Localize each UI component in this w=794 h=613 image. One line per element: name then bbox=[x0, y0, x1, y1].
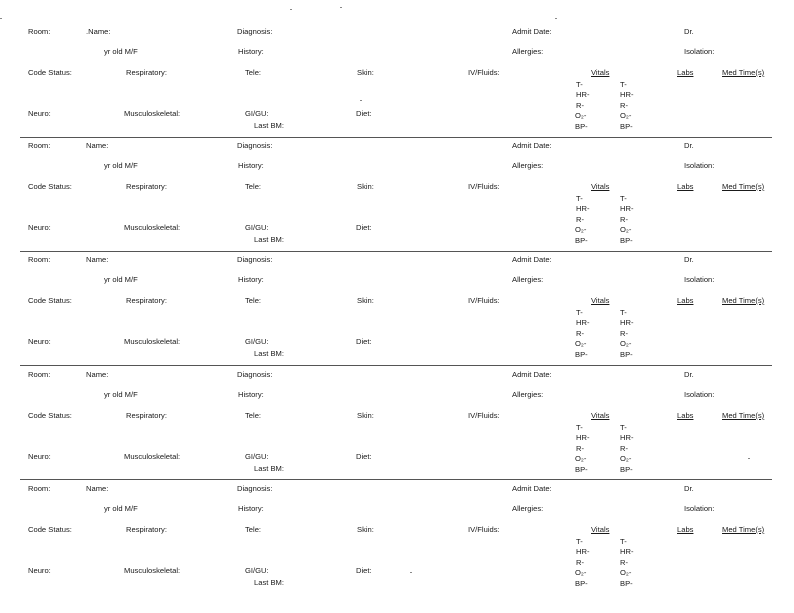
isolation-label: Isolation: bbox=[684, 390, 715, 399]
vital-r-label: R- bbox=[620, 101, 629, 110]
vitals-label: Vitals bbox=[591, 411, 610, 420]
room-label: Room: bbox=[28, 141, 51, 150]
admit-date-label: Admit Date: bbox=[512, 484, 552, 493]
vital-r-label: R- bbox=[620, 444, 629, 453]
scan-speck bbox=[748, 458, 750, 459]
age-sex-label: yr old M/F bbox=[104, 275, 138, 284]
gi-gu-label: GI/GU: bbox=[245, 566, 269, 575]
vital-o2-label: O₂- bbox=[575, 568, 587, 577]
vital-hr-label: HR- bbox=[576, 547, 590, 556]
allergies-label: Allergies: bbox=[512, 47, 544, 56]
block-divider bbox=[20, 137, 772, 138]
respiratory-label: Respiratory: bbox=[126, 68, 167, 77]
isolation-label: Isolation: bbox=[684, 161, 715, 170]
vital-hr-label: HR- bbox=[576, 318, 590, 327]
age-sex-label: yr old M/F bbox=[104, 504, 138, 513]
gi-gu-label: GI/GU: bbox=[245, 337, 269, 346]
vital-bp-label: BP- bbox=[575, 579, 588, 588]
vital-hr-label: HR- bbox=[620, 318, 634, 327]
room-label: Room: bbox=[28, 370, 51, 379]
respiratory-label: Respiratory: bbox=[126, 525, 167, 534]
vital-bp-label: BP- bbox=[620, 122, 633, 131]
vital-o2-label: O₂- bbox=[620, 454, 632, 463]
tele-label: Tele: bbox=[245, 68, 262, 77]
last-bm-label: Last BM: bbox=[254, 578, 284, 587]
block-divider bbox=[20, 251, 772, 252]
tele-label: Tele: bbox=[245, 411, 262, 420]
skin-label: Skin: bbox=[357, 182, 374, 191]
dr-label: Dr. bbox=[684, 27, 694, 36]
vital-bp-label: BP- bbox=[575, 236, 588, 245]
isolation-label: Isolation: bbox=[684, 504, 715, 513]
vital-bp-label: BP- bbox=[620, 465, 633, 474]
vital-t-label: T- bbox=[576, 80, 583, 89]
admit-date-label: Admit Date: bbox=[512, 27, 552, 36]
neuro-label: Neuro: bbox=[28, 223, 51, 232]
vital-r-label: R- bbox=[576, 558, 585, 567]
vital-o2-label: O₂- bbox=[620, 111, 632, 120]
vitals-label: Vitals bbox=[591, 68, 610, 77]
vital-t-label: T- bbox=[576, 423, 583, 432]
vital-t-label: T- bbox=[620, 80, 627, 89]
iv-fluids-label: IV/Fluids: bbox=[468, 525, 500, 534]
labs-label: Labs bbox=[677, 525, 694, 534]
patient-block-5 bbox=[0, 481, 794, 595]
allergies-label: Allergies: bbox=[512, 275, 544, 284]
patient-block-1 bbox=[0, 24, 794, 138]
musculoskeletal-label: Musculoskeletal: bbox=[124, 452, 181, 461]
history-label: History: bbox=[238, 47, 264, 56]
med-times-label: Med Time(s) bbox=[722, 296, 765, 305]
vital-r-label: R- bbox=[576, 329, 585, 338]
vital-o2-label: O₂- bbox=[575, 111, 587, 120]
vital-o2-label: O₂- bbox=[575, 339, 587, 348]
diagnosis-label: Diagnosis: bbox=[237, 27, 273, 36]
vital-bp-label: BP- bbox=[620, 350, 633, 359]
scan-speck bbox=[340, 7, 342, 8]
history-label: History: bbox=[238, 504, 264, 513]
vital-o2-label: O₂- bbox=[620, 225, 632, 234]
skin-label: Skin: bbox=[357, 411, 374, 420]
vital-t-label: T- bbox=[620, 308, 627, 317]
med-times-label: Med Time(s) bbox=[722, 411, 765, 420]
skin-label: Skin: bbox=[357, 296, 374, 305]
musculoskeletal-label: Musculoskeletal: bbox=[124, 337, 181, 346]
age-sex-label: yr old M/F bbox=[104, 47, 138, 56]
iv-fluids-label: IV/Fluids: bbox=[468, 296, 500, 305]
vital-bp-label: BP- bbox=[575, 465, 588, 474]
labs-label: Labs bbox=[677, 68, 694, 77]
vital-r-label: R- bbox=[576, 101, 585, 110]
gi-gu-label: GI/GU: bbox=[245, 223, 269, 232]
allergies-label: Allergies: bbox=[512, 161, 544, 170]
labs-label: Labs bbox=[677, 182, 694, 191]
diet-label: Diet: bbox=[356, 223, 372, 232]
diet-label: Diet: bbox=[356, 109, 372, 118]
room-label: Room: bbox=[28, 27, 51, 36]
vital-r-label: R- bbox=[620, 329, 629, 338]
respiratory-label: Respiratory: bbox=[126, 411, 167, 420]
vital-r-label: R- bbox=[620, 215, 629, 224]
neuro-label: Neuro: bbox=[28, 566, 51, 575]
admit-date-label: Admit Date: bbox=[512, 255, 552, 264]
age-sex-label: yr old M/F bbox=[104, 161, 138, 170]
code-status-label: Code Status: bbox=[28, 182, 72, 191]
diagnosis-label: Diagnosis: bbox=[237, 141, 273, 150]
vital-bp-label: BP- bbox=[620, 236, 633, 245]
vital-t-label: T- bbox=[620, 423, 627, 432]
name-label: Name: bbox=[86, 255, 109, 264]
respiratory-label: Respiratory: bbox=[126, 182, 167, 191]
vitals-label: Vitals bbox=[591, 525, 610, 534]
last-bm-label: Last BM: bbox=[254, 464, 284, 473]
block-divider bbox=[20, 479, 772, 480]
dr-label: Dr. bbox=[684, 484, 694, 493]
room-label: Room: bbox=[28, 484, 51, 493]
vitals-label: Vitals bbox=[591, 182, 610, 191]
vital-t-label: T- bbox=[620, 194, 627, 203]
name-label: Name: bbox=[86, 141, 109, 150]
tele-label: Tele: bbox=[245, 525, 262, 534]
musculoskeletal-label: Musculoskeletal: bbox=[124, 109, 181, 118]
vital-hr-label: HR- bbox=[576, 204, 590, 213]
vital-bp-label: BP- bbox=[575, 350, 588, 359]
diet-label: Diet: bbox=[356, 452, 372, 461]
patient-block-2 bbox=[0, 138, 794, 252]
code-status-label: Code Status: bbox=[28, 525, 72, 534]
isolation-label: Isolation: bbox=[684, 47, 715, 56]
diagnosis-label: Diagnosis: bbox=[237, 370, 273, 379]
name-dot-label: .Name: bbox=[86, 27, 111, 36]
scan-speck bbox=[555, 18, 557, 19]
patient-block-3 bbox=[0, 252, 794, 366]
neuro-label: Neuro: bbox=[28, 109, 51, 118]
diagnosis-label: Diagnosis: bbox=[237, 484, 273, 493]
iv-fluids-label: IV/Fluids: bbox=[468, 68, 500, 77]
med-times-label: Med Time(s) bbox=[722, 68, 765, 77]
last-bm-label: Last BM: bbox=[254, 235, 284, 244]
vital-o2-label: O₂- bbox=[620, 339, 632, 348]
vital-o2-label: O₂- bbox=[620, 568, 632, 577]
name-label: Name: bbox=[86, 370, 109, 379]
diet-label: Diet: bbox=[356, 337, 372, 346]
allergies-label: Allergies: bbox=[512, 390, 544, 399]
scan-speck bbox=[0, 18, 2, 19]
patient-block-4 bbox=[0, 367, 794, 481]
diet-label: Diet: bbox=[356, 566, 372, 575]
block-divider bbox=[20, 365, 772, 366]
vital-hr-label: HR- bbox=[576, 90, 590, 99]
vital-hr-label: HR- bbox=[620, 90, 634, 99]
iv-fluids-label: IV/Fluids: bbox=[468, 182, 500, 191]
iv-fluids-label: IV/Fluids: bbox=[468, 411, 500, 420]
vitals-label: Vitals bbox=[591, 296, 610, 305]
allergies-label: Allergies: bbox=[512, 504, 544, 513]
vital-r-label: R- bbox=[576, 215, 585, 224]
name-label: Name: bbox=[86, 484, 109, 493]
musculoskeletal-label: Musculoskeletal: bbox=[124, 566, 181, 575]
vital-t-label: T- bbox=[620, 537, 627, 546]
dr-label: Dr. bbox=[684, 141, 694, 150]
history-label: History: bbox=[238, 275, 264, 284]
vital-t-label: T- bbox=[576, 308, 583, 317]
dr-label: Dr. bbox=[684, 255, 694, 264]
tele-label: Tele: bbox=[245, 182, 262, 191]
scan-speck bbox=[410, 572, 412, 573]
med-times-label: Med Time(s) bbox=[722, 182, 765, 191]
history-label: History: bbox=[238, 390, 264, 399]
last-bm-label: Last BM: bbox=[254, 121, 284, 130]
code-status-label: Code Status: bbox=[28, 68, 72, 77]
room-label: Room: bbox=[28, 255, 51, 264]
vital-hr-label: HR- bbox=[620, 433, 634, 442]
vital-hr-label: HR- bbox=[620, 547, 634, 556]
vital-hr-label: HR- bbox=[620, 204, 634, 213]
gi-gu-label: GI/GU: bbox=[245, 452, 269, 461]
musculoskeletal-label: Musculoskeletal: bbox=[124, 223, 181, 232]
dr-label: Dr. bbox=[684, 370, 694, 379]
vital-r-label: R- bbox=[620, 558, 629, 567]
last-bm-label: Last BM: bbox=[254, 349, 284, 358]
vital-hr-label: HR- bbox=[576, 433, 590, 442]
tele-label: Tele: bbox=[245, 296, 262, 305]
code-status-label: Code Status: bbox=[28, 296, 72, 305]
neuro-label: Neuro: bbox=[28, 452, 51, 461]
scan-speck bbox=[290, 9, 292, 10]
skin-label: Skin: bbox=[357, 525, 374, 534]
neuro-label: Neuro: bbox=[28, 337, 51, 346]
vital-o2-label: O₂- bbox=[575, 225, 587, 234]
admit-date-label: Admit Date: bbox=[512, 370, 552, 379]
isolation-label: Isolation: bbox=[684, 275, 715, 284]
vital-bp-label: BP- bbox=[575, 122, 588, 131]
admit-date-label: Admit Date: bbox=[512, 141, 552, 150]
vital-t-label: T- bbox=[576, 537, 583, 546]
history-label: History: bbox=[238, 161, 264, 170]
skin-label: Skin: bbox=[357, 68, 374, 77]
labs-label: Labs bbox=[677, 411, 694, 420]
vital-bp-label: BP- bbox=[620, 579, 633, 588]
labs-label: Labs bbox=[677, 296, 694, 305]
med-times-label: Med Time(s) bbox=[722, 525, 765, 534]
vital-o2-label: O₂- bbox=[575, 454, 587, 463]
respiratory-label: Respiratory: bbox=[126, 296, 167, 305]
age-sex-label: yr old M/F bbox=[104, 390, 138, 399]
code-status-label: Code Status: bbox=[28, 411, 72, 420]
diagnosis-label: Diagnosis: bbox=[237, 255, 273, 264]
scan-speck bbox=[360, 100, 362, 101]
vital-r-label: R- bbox=[576, 444, 585, 453]
gi-gu-label: GI/GU: bbox=[245, 109, 269, 118]
vital-t-label: T- bbox=[576, 194, 583, 203]
